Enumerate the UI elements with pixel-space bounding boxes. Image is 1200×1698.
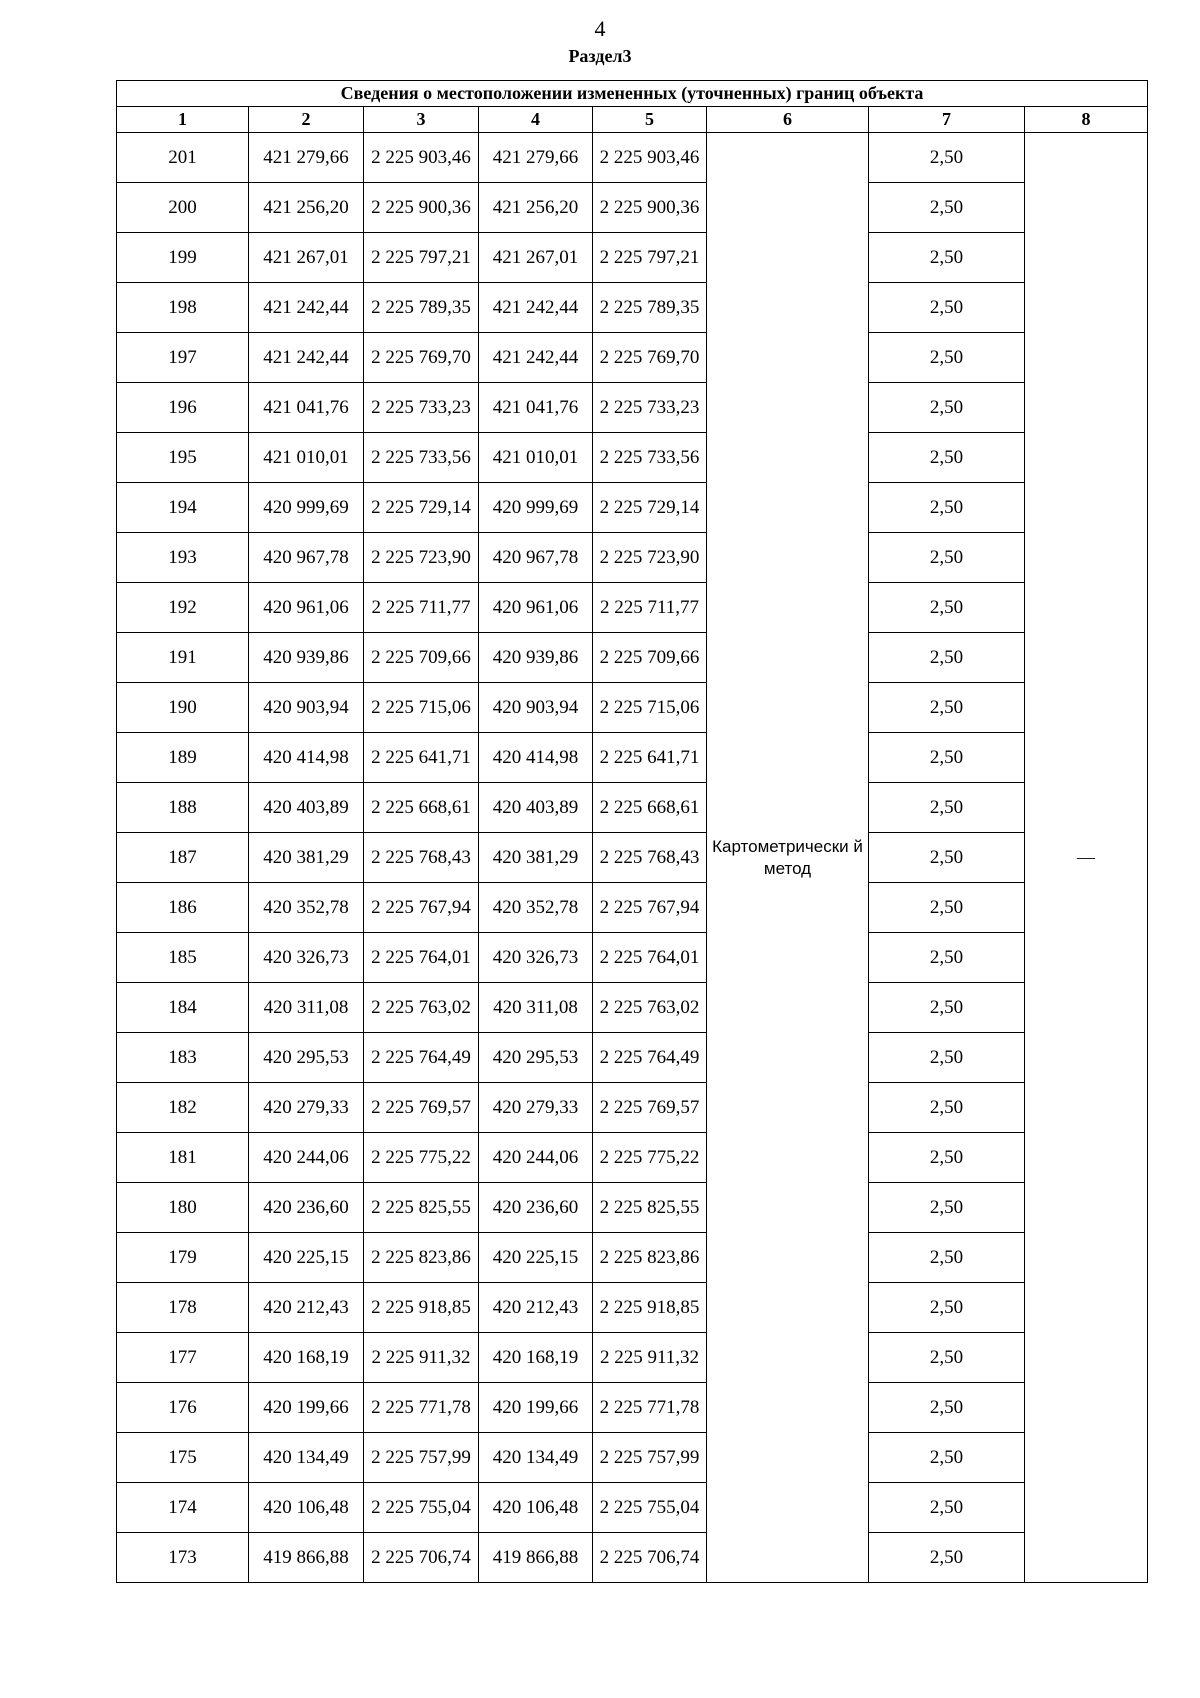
refined-x-cell: 421 279,66 — [479, 133, 593, 183]
table-row — [117, 1483, 1148, 1533]
table-row — [117, 1133, 1148, 1183]
refined-x-cell: 420 414,98 — [479, 733, 593, 783]
refined-x-cell: 420 168,19 — [479, 1333, 593, 1383]
accuracy-cell: 2,50 — [869, 133, 1025, 183]
table-row — [117, 483, 1148, 533]
table-row — [117, 933, 1148, 983]
table-row — [117, 1233, 1148, 1283]
table-row — [117, 1533, 1148, 1583]
refined-x-cell: 420 134,49 — [479, 1433, 593, 1483]
refined-x-cell: 421 242,44 — [479, 283, 593, 333]
accuracy-cell: 2,50 — [869, 1083, 1025, 1133]
refined-x-cell: 420 311,08 — [479, 983, 593, 1033]
existing-x-cell: 420 168,19 — [249, 1333, 364, 1383]
table-row — [117, 1283, 1148, 1333]
existing-x-cell: 420 414,98 — [249, 733, 364, 783]
refined-x-cell: 420 279,33 — [479, 1083, 593, 1133]
point-number-cell: 174 — [117, 1483, 249, 1533]
refined-y-cell: 2 225 733,23 — [593, 383, 707, 433]
refined-y-cell: 2 225 763,02 — [593, 983, 707, 1033]
existing-y-cell: 2 225 911,32 — [364, 1333, 479, 1383]
table-row — [117, 1383, 1148, 1433]
existing-x-cell: 421 267,01 — [249, 233, 364, 283]
refined-y-cell: 2 225 709,66 — [593, 633, 707, 683]
existing-y-cell: 2 225 903,46 — [364, 133, 479, 183]
accuracy-cell: 2,50 — [869, 633, 1025, 683]
refined-y-cell: 2 225 789,35 — [593, 283, 707, 333]
point-number-cell: 199 — [117, 233, 249, 283]
accuracy-cell: 2,50 — [869, 1383, 1025, 1433]
table-body — [117, 133, 1148, 1583]
accuracy-cell: 2,50 — [869, 1183, 1025, 1233]
point-number-cell: 195 — [117, 433, 249, 483]
refined-x-cell: 421 041,76 — [479, 383, 593, 433]
refined-y-cell: 2 225 769,70 — [593, 333, 707, 383]
point-number-cell: 189 — [117, 733, 249, 783]
existing-y-cell: 2 225 755,04 — [364, 1483, 479, 1533]
point-number-cell: 185 — [117, 933, 249, 983]
existing-x-cell: 420 225,15 — [249, 1233, 364, 1283]
point-number-cell: 182 — [117, 1083, 249, 1133]
point-number-cell: 191 — [117, 633, 249, 683]
column-number: 3 — [364, 107, 479, 133]
refined-y-cell: 2 225 771,78 — [593, 1383, 707, 1433]
refined-y-cell: 2 225 767,94 — [593, 883, 707, 933]
accuracy-cell: 2,50 — [869, 333, 1025, 383]
table-row — [117, 733, 1148, 783]
refined-x-cell: 420 326,73 — [479, 933, 593, 983]
refined-y-cell: 2 225 755,04 — [593, 1483, 707, 1533]
refined-y-cell: 2 225 641,71 — [593, 733, 707, 783]
page-number: 4 — [594, 16, 606, 41]
point-number-cell: 184 — [117, 983, 249, 1033]
table-row — [117, 583, 1148, 633]
accuracy-cell: 2,50 — [869, 233, 1025, 283]
existing-y-cell: 2 225 769,57 — [364, 1083, 479, 1133]
existing-x-cell: 420 244,06 — [249, 1133, 364, 1183]
existing-x-cell: 420 961,06 — [249, 583, 364, 633]
column-number: 8 — [1025, 107, 1148, 133]
accuracy-cell: 2,50 — [869, 983, 1025, 1033]
point-number-cell: 173 — [117, 1533, 249, 1583]
refined-x-cell: 420 244,06 — [479, 1133, 593, 1183]
existing-x-cell: 420 279,33 — [249, 1083, 364, 1133]
existing-y-cell: 2 225 768,43 — [364, 833, 479, 883]
table-row — [117, 183, 1148, 233]
refined-x-cell: 420 225,15 — [479, 1233, 593, 1283]
existing-x-cell: 420 134,49 — [249, 1433, 364, 1483]
point-number-cell: 200 — [117, 183, 249, 233]
accuracy-cell: 2,50 — [869, 733, 1025, 783]
accuracy-cell: 2,50 — [869, 883, 1025, 933]
existing-y-cell: 2 225 733,56 — [364, 433, 479, 483]
refined-y-cell: 2 225 823,86 — [593, 1233, 707, 1283]
point-number-cell: 196 — [117, 383, 249, 433]
existing-x-cell: 419 866,88 — [249, 1533, 364, 1583]
accuracy-cell: 2,50 — [869, 1483, 1025, 1533]
refined-x-cell: 421 242,44 — [479, 333, 593, 383]
table-row — [117, 1083, 1148, 1133]
accuracy-cell: 2,50 — [869, 1283, 1025, 1333]
existing-x-cell: 421 242,44 — [249, 333, 364, 383]
point-number-cell: 175 — [117, 1433, 249, 1483]
existing-x-cell: 420 352,78 — [249, 883, 364, 933]
existing-y-cell: 2 225 775,22 — [364, 1133, 479, 1183]
coordinates-table — [116, 80, 1148, 1583]
existing-x-cell: 420 403,89 — [249, 783, 364, 833]
existing-y-cell: 2 225 668,61 — [364, 783, 479, 833]
existing-y-cell: 2 225 771,78 — [364, 1383, 479, 1433]
refined-y-cell: 2 225 775,22 — [593, 1133, 707, 1183]
refined-y-cell: 2 225 668,61 — [593, 783, 707, 833]
accuracy-cell: 2,50 — [869, 1133, 1025, 1183]
existing-x-cell: 421 242,44 — [249, 283, 364, 333]
existing-y-cell: 2 225 797,21 — [364, 233, 479, 283]
table-row — [117, 1333, 1148, 1383]
existing-x-cell: 420 903,94 — [249, 683, 364, 733]
existing-y-cell: 2 225 709,66 — [364, 633, 479, 683]
accuracy-cell: 2,50 — [869, 533, 1025, 583]
existing-x-cell: 420 295,53 — [249, 1033, 364, 1083]
existing-y-cell: 2 225 764,49 — [364, 1033, 479, 1083]
table-row — [117, 983, 1148, 1033]
existing-x-cell: 420 967,78 — [249, 533, 364, 583]
point-number-cell: 192 — [117, 583, 249, 633]
refined-y-cell: 2 225 768,43 — [593, 833, 707, 883]
point-number-cell: 188 — [117, 783, 249, 833]
existing-y-cell: 2 225 723,90 — [364, 533, 479, 583]
existing-y-cell: 2 225 823,86 — [364, 1233, 479, 1283]
column-number: 6 — [707, 107, 869, 133]
refined-y-cell: 2 225 764,01 — [593, 933, 707, 983]
table-row — [117, 383, 1148, 433]
refined-y-cell: 2 225 797,21 — [593, 233, 707, 283]
refined-y-cell: 2 225 706,74 — [593, 1533, 707, 1583]
existing-x-cell: 420 106,48 — [249, 1483, 364, 1533]
column-number: 4 — [479, 107, 593, 133]
refined-x-cell: 420 903,94 — [479, 683, 593, 733]
existing-x-cell: 420 381,29 — [249, 833, 364, 883]
refined-x-cell: 420 961,06 — [479, 583, 593, 633]
refined-y-cell: 2 225 825,55 — [593, 1183, 707, 1233]
refined-y-cell: 2 225 729,14 — [593, 483, 707, 533]
existing-y-cell: 2 225 789,35 — [364, 283, 479, 333]
accuracy-cell: 2,50 — [869, 183, 1025, 233]
table-row — [117, 783, 1148, 833]
column-number: 5 — [593, 107, 707, 133]
refined-x-cell: 420 939,86 — [479, 633, 593, 683]
existing-x-cell: 420 939,86 — [249, 633, 364, 683]
existing-y-cell: 2 225 715,06 — [364, 683, 479, 733]
table-row — [117, 333, 1148, 383]
accuracy-cell: 2,50 — [869, 1233, 1025, 1283]
table-row — [117, 433, 1148, 483]
existing-y-cell: 2 225 641,71 — [364, 733, 479, 783]
refined-x-cell: 420 236,60 — [479, 1183, 593, 1233]
table-row — [117, 883, 1148, 933]
accuracy-cell: 2,50 — [869, 383, 1025, 433]
existing-x-cell: 420 199,66 — [249, 1383, 364, 1433]
existing-y-cell: 2 225 918,85 — [364, 1283, 479, 1333]
point-number-cell: 177 — [117, 1333, 249, 1383]
section-title: Раздел3 — [568, 46, 632, 66]
accuracy-cell: 2,50 — [869, 933, 1025, 983]
table-row — [117, 233, 1148, 283]
point-number-cell: 194 — [117, 483, 249, 533]
refined-x-cell: 419 866,88 — [479, 1533, 593, 1583]
point-number-cell: 179 — [117, 1233, 249, 1283]
refined-y-cell: 2 225 715,06 — [593, 683, 707, 733]
table-row — [117, 683, 1148, 733]
refined-y-cell: 2 225 764,49 — [593, 1033, 707, 1083]
existing-x-cell: 421 010,01 — [249, 433, 364, 483]
refined-x-cell: 420 999,69 — [479, 483, 593, 533]
existing-y-cell: 2 225 825,55 — [364, 1183, 479, 1233]
refined-x-cell: 421 010,01 — [479, 433, 593, 483]
existing-y-cell: 2 225 764,01 — [364, 933, 479, 983]
existing-x-cell: 420 236,60 — [249, 1183, 364, 1233]
column-number-row — [117, 107, 1148, 133]
existing-x-cell: 420 311,08 — [249, 983, 364, 1033]
method-cell: Картометрически й метод — [707, 133, 869, 1583]
point-number-cell: 198 — [117, 283, 249, 333]
existing-x-cell: 420 326,73 — [249, 933, 364, 983]
refined-y-cell: 2 225 711,77 — [593, 583, 707, 633]
table-row — [117, 283, 1148, 333]
refined-x-cell: 420 106,48 — [479, 1483, 593, 1533]
point-number-cell: 183 — [117, 1033, 249, 1083]
refined-x-cell: 420 295,53 — [479, 1033, 593, 1083]
refined-y-cell: 2 225 723,90 — [593, 533, 707, 583]
accuracy-cell: 2,50 — [869, 283, 1025, 333]
table-row — [117, 1033, 1148, 1083]
refined-x-cell: 420 212,43 — [479, 1283, 593, 1333]
existing-x-cell: 421 279,66 — [249, 133, 364, 183]
accuracy-cell: 2,50 — [869, 783, 1025, 833]
existing-x-cell: 421 041,76 — [249, 383, 364, 433]
existing-y-cell: 2 225 763,02 — [364, 983, 479, 1033]
accuracy-cell: 2,50 — [869, 1033, 1025, 1083]
existing-x-cell: 420 212,43 — [249, 1283, 364, 1333]
table-row — [117, 133, 1148, 183]
refined-x-cell: 420 381,29 — [479, 833, 593, 883]
point-number-cell: 178 — [117, 1283, 249, 1333]
column-number: 7 — [869, 107, 1025, 133]
existing-y-cell: 2 225 729,14 — [364, 483, 479, 533]
refined-y-cell: 2 225 769,57 — [593, 1083, 707, 1133]
point-number-cell: 187 — [117, 833, 249, 883]
point-number-cell: 186 — [117, 883, 249, 933]
table-row — [117, 533, 1148, 583]
existing-y-cell: 2 225 769,70 — [364, 333, 479, 383]
refined-x-cell: 420 967,78 — [479, 533, 593, 583]
accuracy-cell: 2,50 — [869, 1533, 1025, 1583]
existing-x-cell: 420 999,69 — [249, 483, 364, 533]
existing-y-cell: 2 225 900,36 — [364, 183, 479, 233]
table-row — [117, 1183, 1148, 1233]
refined-x-cell: 421 267,01 — [479, 233, 593, 283]
table-row — [117, 1433, 1148, 1483]
refined-x-cell: 420 352,78 — [479, 883, 593, 933]
existing-y-cell: 2 225 711,77 — [364, 583, 479, 633]
refined-x-cell: 420 199,66 — [479, 1383, 593, 1433]
table-row — [117, 633, 1148, 683]
refined-x-cell: 420 403,89 — [479, 783, 593, 833]
column-number: 1 — [117, 107, 249, 133]
accuracy-cell: 2,50 — [869, 433, 1025, 483]
column8-cell: — — [1025, 133, 1148, 1583]
refined-y-cell: 2 225 757,99 — [593, 1433, 707, 1483]
point-number-cell: 197 — [117, 333, 249, 383]
refined-y-cell: 2 225 900,36 — [593, 183, 707, 233]
existing-y-cell: 2 225 757,99 — [364, 1433, 479, 1483]
accuracy-cell: 2,50 — [869, 1433, 1025, 1483]
point-number-cell: 180 — [117, 1183, 249, 1233]
accuracy-cell: 2,50 — [869, 483, 1025, 533]
point-number-cell: 201 — [117, 133, 249, 183]
accuracy-cell: 2,50 — [869, 583, 1025, 633]
table-caption: Сведения о местоположении измененных (уточненных) границ объекта — [117, 81, 1148, 107]
refined-y-cell: 2 225 918,85 — [593, 1283, 707, 1333]
existing-y-cell: 2 225 767,94 — [364, 883, 479, 933]
point-number-cell: 181 — [117, 1133, 249, 1183]
accuracy-cell: 2,50 — [869, 683, 1025, 733]
refined-y-cell: 2 225 733,56 — [593, 433, 707, 483]
existing-y-cell: 2 225 706,74 — [364, 1533, 479, 1583]
refined-y-cell: 2 225 903,46 — [593, 133, 707, 183]
table-row — [117, 833, 1148, 883]
refined-x-cell: 421 256,20 — [479, 183, 593, 233]
existing-x-cell: 421 256,20 — [249, 183, 364, 233]
refined-y-cell: 2 225 911,32 — [593, 1333, 707, 1383]
point-number-cell: 190 — [117, 683, 249, 733]
point-number-cell: 176 — [117, 1383, 249, 1433]
accuracy-cell: 2,50 — [869, 1333, 1025, 1383]
column-number: 2 — [249, 107, 364, 133]
point-number-cell: 193 — [117, 533, 249, 583]
existing-y-cell: 2 225 733,23 — [364, 383, 479, 433]
accuracy-cell: 2,50 — [869, 833, 1025, 883]
